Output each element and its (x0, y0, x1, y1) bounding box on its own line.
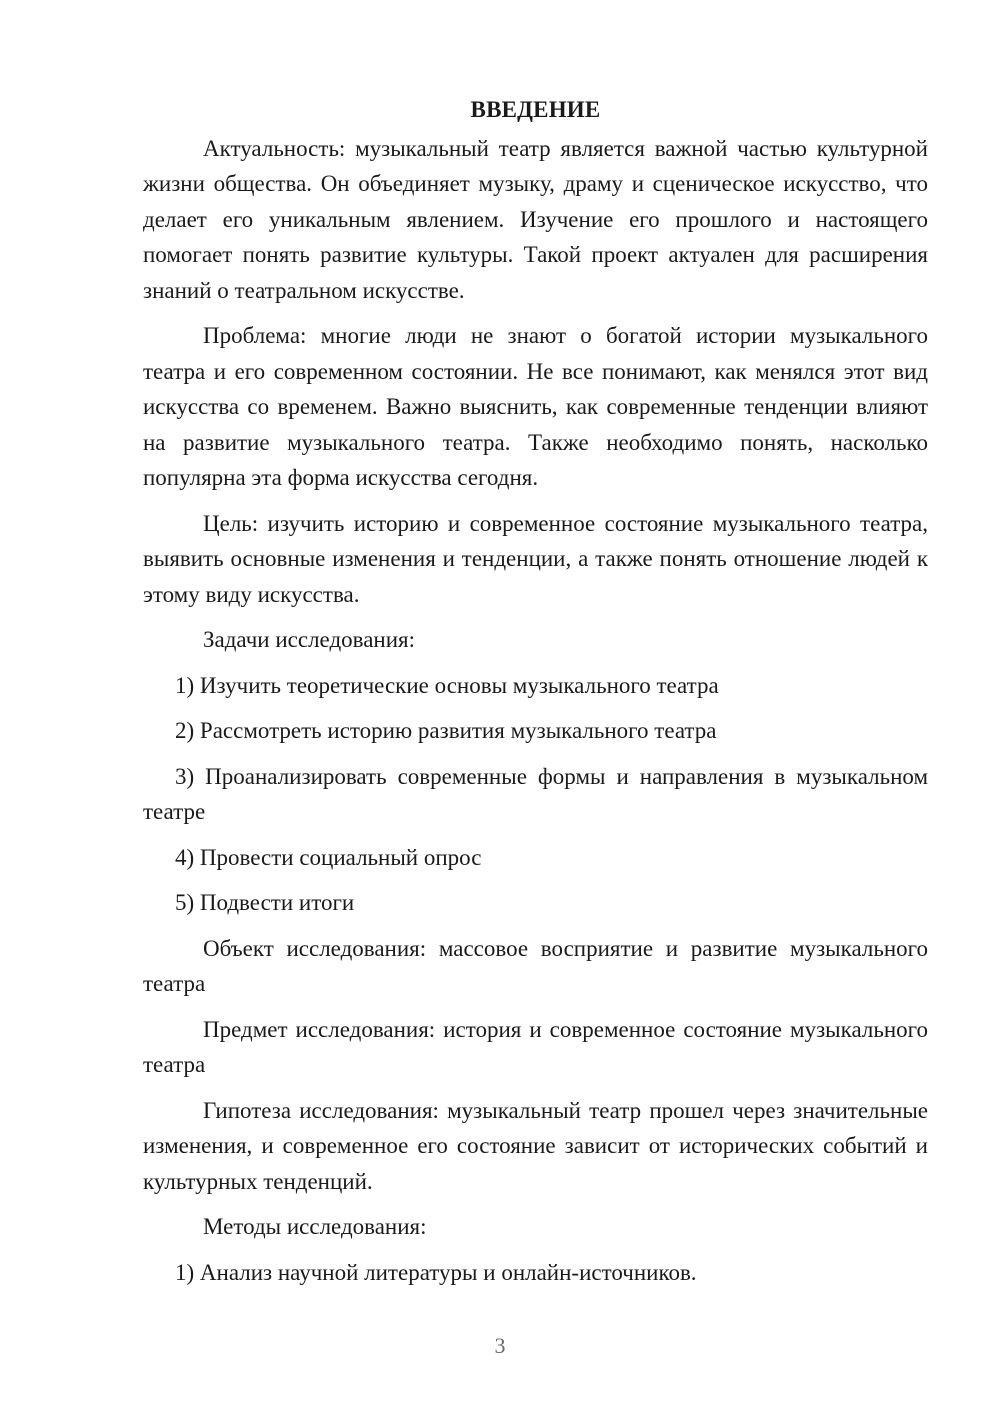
paragraph-subject: Предмет исследования: история и современное состояние музыкального театра (143, 1016, 928, 1077)
method-item: 1) Анализ научной литературы и онлайн-источников. (175, 1259, 697, 1285)
page-number: 3 (494, 1333, 506, 1358)
task-item: 3) Проанализировать современные формы и направления в музыкальном театре (143, 763, 928, 824)
paragraph-hypothesis: Гипотеза исследования: музыкальный театр прошел через значительные изменения, и современное его состояние зависит от исторических событий и культурных тенденций. (143, 1097, 928, 1194)
task-item: 2) Рассмотреть историю развития музыкального театра (175, 718, 717, 743)
methods-heading: Методы исследования: (203, 1214, 427, 1239)
paragraph-problem: Проблема: многие люди не знают о богатой истории музыкального театра и его современном состоянии. Не все понимают, как менялся этот вид искусства со временем. Важно выяснить, как современные тенденции влияют на развитие музыкального театра. Также необходимо понять, насколько популярна эта форма искусства сегодня. (143, 323, 928, 490)
task-item: 5) Подвести итоги (175, 890, 355, 915)
paragraph-relevance: Актуальность: музыкальный театр является важной частью культурной жизни общества. Он объединяет музыку, драму и сценическое искусство, что делает его уникальным явлением. Изучение его прошлого и настоящего помогает понять развитие культуры. Такой проект актуален для расширения знаний о театральном искусстве. (143, 135, 928, 303)
tasks-heading: Задачи исследования: (203, 627, 416, 652)
page-title: ВВЕДЕНИЕ (470, 97, 601, 122)
task-item: 4) Провести социальный опрос (175, 844, 482, 870)
page-content (143, 92, 928, 1300)
task-item: 1) Изучить теоретические основы музыкального театра (175, 672, 719, 698)
paragraph-goal: Цель: изучить историю и современное состояние музыкального театра, выявить основные изменения и тенденции, а также понять отношение людей к этому виду искусства. (143, 510, 928, 607)
paragraph-object: Объект исследования: массовое восприятие и развитие музыкального театра (143, 935, 928, 996)
